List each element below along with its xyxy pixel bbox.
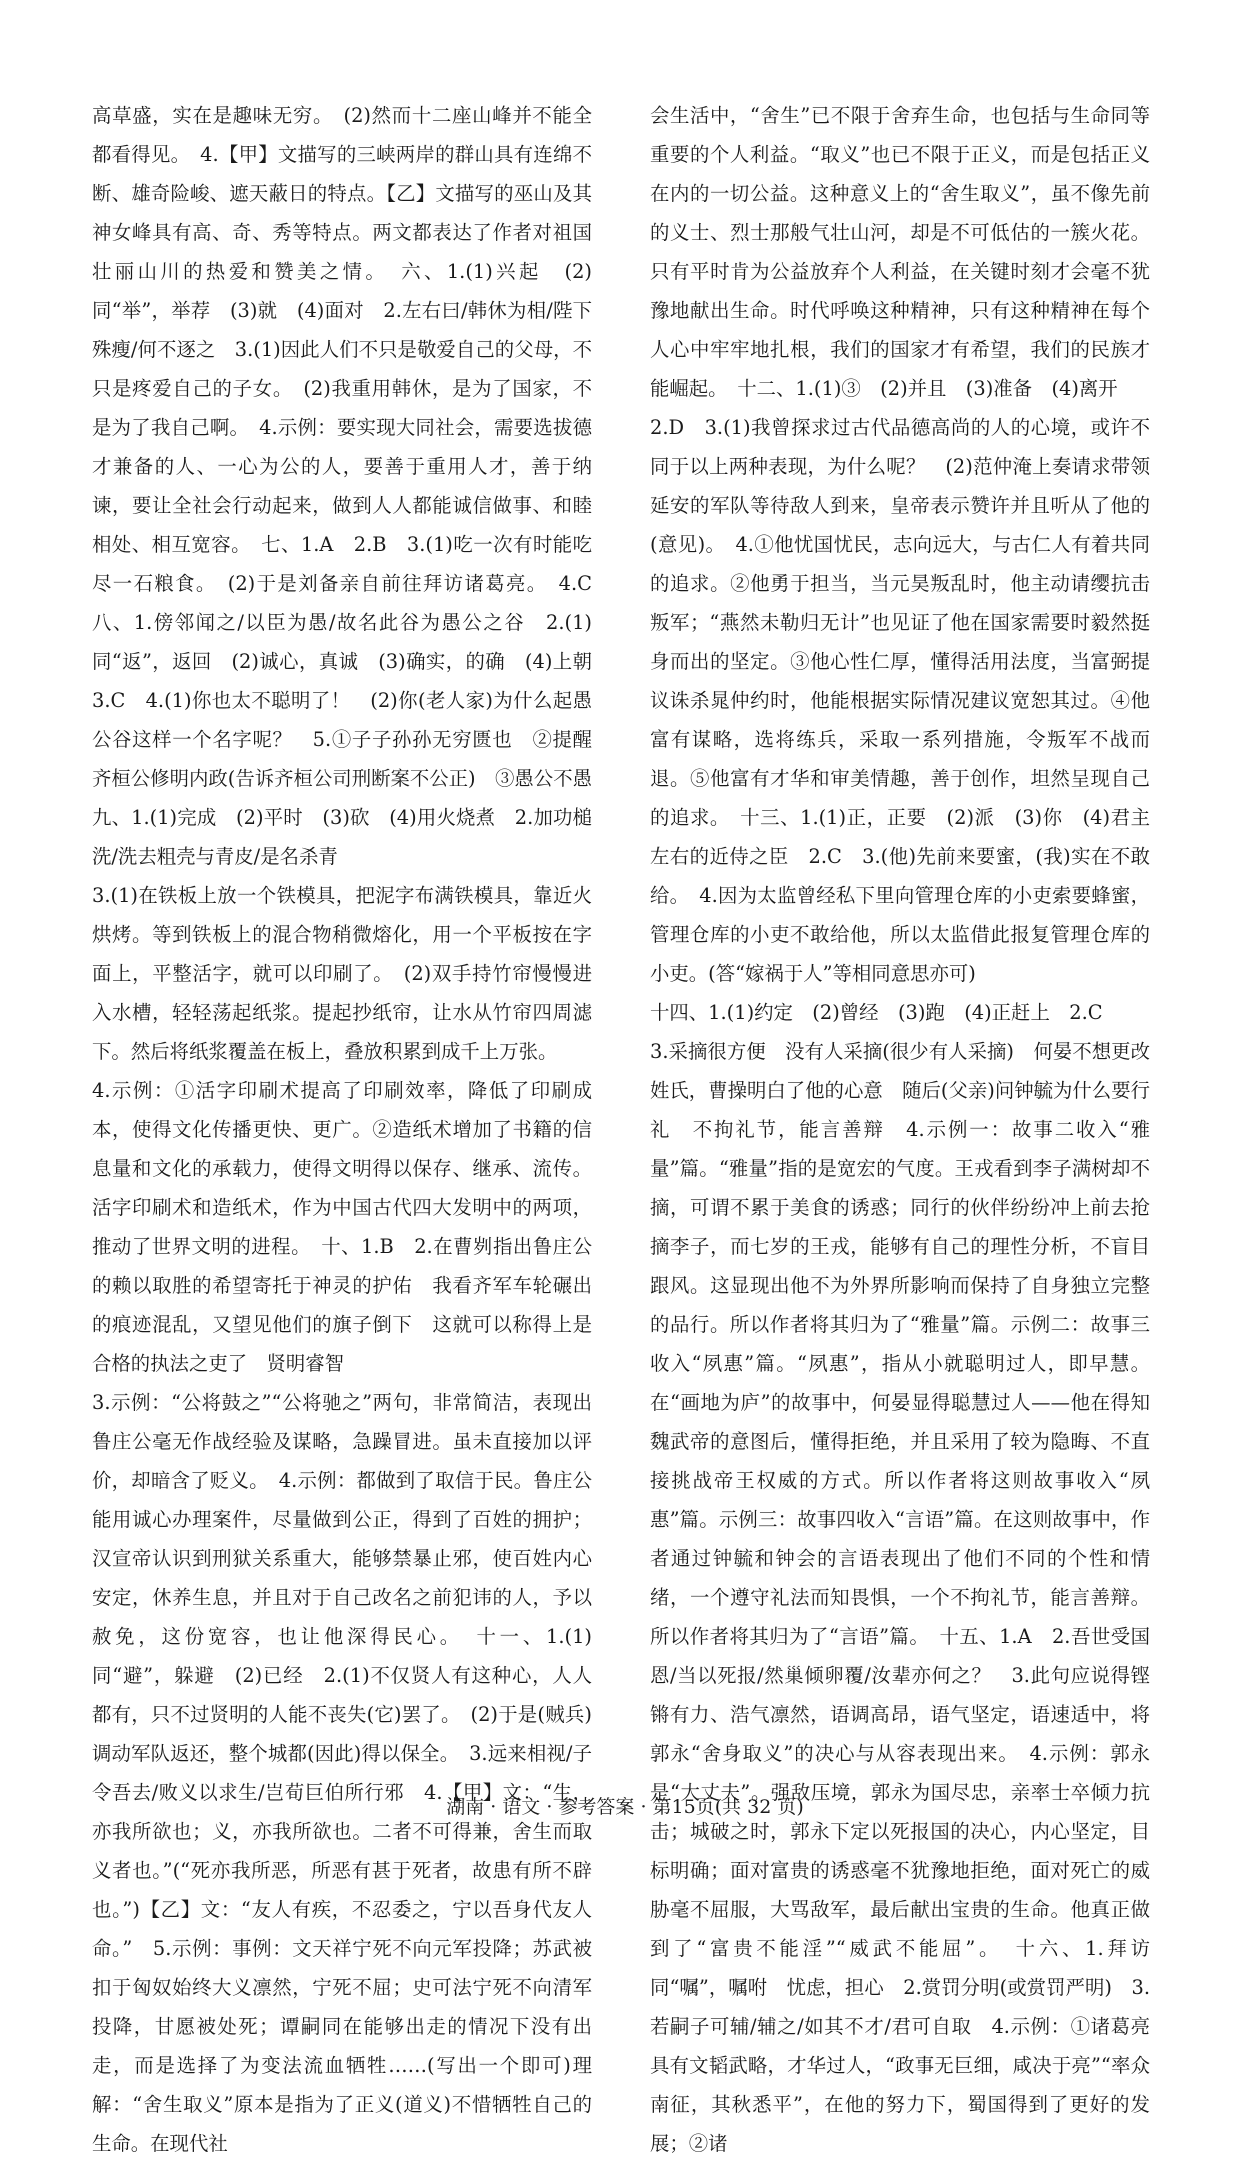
paragraph: 3.示例：“公将鼓之”“公将驰之”两句，非常简洁，表现出鲁庄公毫无作战经验及谋略，急躁冒进。虽未直接加以评价，却暗含了贬义。 4.示例：都做到了取信于民。鲁庄公能用诚心办理案件，尽量做到公正，得到了百姓的拥护；汉宣帝认识到刑狱关系重大，能够禁暴止邪，使百姓内心安定，休养生息，并且对于自己改名之前犯讳的人，予以赦免，这份宽容，也让他深得民心。 十一、1.(1)同“避”，躲避 (2)已经 2.(1)不仅贤人有这种心，人人都有，只不过贤明的人能不丧失(它)罢了。 (2)于是(贼兵)调动军队返还，整个城都(因此)得以保全。 3.远来相视/子令吾去/败义以求生/岂荀巨伯所行邪 4.【甲】文：“生，亦我所欲也；义，亦我所欲也。二者不可得兼，舍生而取义者也。”(“死亦我所恶，所恶有甚于死者，故患有所不辟也。”)【乙】文：“友人有疾，不忍委之，宁以吾身代友人命。” 5.示例：事例：文天祥宁死不向元军投降；苏武被扣于匈奴始终大义凛然，宁死不屈；史可法宁死不向清军投降，甘愿被处死；谭嗣同在能够出走的情况下没有出走，而是选择了为变法流血牺牲……(写出一个即可)理解：“舍生取义”原本是指为了正义(道义)不惜牺牲自己的生命。在现代社 [92,1391,592,2155]
paragraph: 3.(1)在铁板上放一个铁模具，把泥字布满铁模具，靠近火烘烤。等到铁板上的混合物稍微熔化，用一个平板按在字面上，平整活字，就可以印刷了。 (2)双手持竹帘慢慢进入水槽，轻轻荡起纸浆。提起抄纸帘，让水从竹帘四周滤下。然后将纸浆覆盖在板上，叠放积累到成千上万张。 [92,884,592,1063]
paragraph: 会生活中，“舍生”已不限于舍弃生命，也包括与生命同等重要的个人利益。“取义”也已不限于正义，而是包括正义在内的一切公益。这种意义上的“舍生取义”，虽不像先前的义士、烈士那般气壮山河，却是不可低估的一簇火花。只有平时肯为公益放弃个人利益，在关键时刻才会毫不犹豫地献出生命。时代呼唤这种精神，只有这种精神在每个人心中牢牢地扎根，我们的国家才有希望，我们的民族才能崛起。 十二、1.(1)③ (2)并且 (3)准备 (4)离开 [650,104,1150,400]
paragraph: 3.采摘很方便 没有人采摘(很少有人采摘) 何晏不想更改姓氏，曹操明白了他的心意 随后(父亲)问钟毓为什么要行礼 不拘礼节，能言善辩 4.示例一：故事二收入“雅量”篇。“雅量”指的是宽宏的气度。王戎看到李子满树却不摘，可谓不累于美食的诱惑；同行的伙伴纷纷冲上前去抢摘李子，而七岁的王戎，能够有自己的理性分析，不盲目跟风。这显现出他不为外界所影响而保持了自身独立完整的品行。所以作者将其归为了“雅量”篇。示例二：故事三收入“夙惠”篇。“夙惠”，指从小就聪明过人，即早慧。在“画地为庐”的故事中，何晏显得聪慧过人——他在得知魏武帝的意图后，懂得拒绝，并且采用了较为隐晦、不直接挑战帝王权威的方式。所以作者将这则故事收入“夙惠”篇。示例三：故事四收入“言语”篇。在这则故事中，作者通过钟毓和钟会的言语表现出了他们不同的个性和情绪，一个遵守礼法而知畏惧，一个不拘礼节，能言善辩。所以作者将其归为了“言语”篇。 十五、1.A 2.吾世受国恩/当以死报/然巢倾卵覆/汝辈亦何之？ 3.此句应说得铿锵有力、浩气凛然，语调高昂，语气坚定，语速适中，将郭永“舍身取义”的决心与从容表现出来。 4.示例：郭永是“大丈夫”。强敌压境，郭永为国尽忠，亲率士卒倾力抗击；城破之时，郭永下定以死报国的决心，内心坚定，目标明确；面对富贵的诱惑毫不犹豫地拒绝，面对死亡的威胁毫不屈服，大骂敌军，最后献出宝贵的生命。他真正做到了“富贵不能淫”“威武不能屈”。 十六、1.拜访 同“嘱”，嘱咐 忧虑，担心 2.赏罚分明(或赏罚严明) 3.若嗣子可辅/辅之/如其不才/君可自取 4.示例：①诸葛亮具有文韬武略，才华过人，“政事无巨细，咸决于亮”“率众南征，其秋悉平”，在他的努力下，蜀国得到了更好的发展；②诸 [650,1040,1170,2155]
left-column [92,96,612,2163]
paragraph: 2.D 3.(1)我曾探求过古代品德高尚的人的心境，或许不同于以上两种表现，为什么呢？ (2)范仲淹上奏请求带领延安的军队等待敌人到来，皇帝表示赞许并且听从了他的(意见)。 4.①他忧国忧民，志向远大，与古仁人有着共同的追求。②他勇于担当，当元昊叛乱时，他主动请缨抗击叛军；“燕然未勒归无计”也见证了他在国家需要时毅然挺身而出的坚定。③他心性仁厚，懂得活用法度，当富弼提议诛杀晁仲约时，他能根据实际情况建议宽恕其过。④他富有谋略，选将练兵，采取一系列措施，令叛军不战而退。⑤他富有才华和审美情趣，善于创作，坦然呈现自己的追求。 十三、1.(1)正，正要 (2)派 (3)你 (4)君主左右的近侍之臣 2.C 3.(他)先前来要蜜，(我)实在不敢给。 4.因为太监曾经私下里向管理仓库的小吏索要蜂蜜，管理仓库的小吏不敢给他，所以太监借此报复管理仓库的小吏。(答“嫁祸于人”等相同意思亦可) [650,416,1150,985]
paragraph: 高草盛，实在是趣味无穷。 (2)然而十二座山峰并不能全都看得见。 4.【甲】文描写的三峡两岸的群山具有连绵不断、雄奇险峻、遮天蔽日的特点。【乙】文描写的巫山及其神女峰具有高、奇、秀等特点。两文都表达了作者对祖国壮丽山川的热爱和赞美之情。 六、1.(1)兴起 (2)同“举”，举荐 (3)就 (4)面对 2.左右曰/韩休为相/陛下殊瘦/何不逐之 3.(1)因此人们不只是敬爱自己的父母，不只是疼爱自己的子女。 (2)我重用韩休，是为了国家，不是为了我自己啊。 4.示例：要实现大同社会，需要选拔德才兼备的人、一心为公的人，要善于重用人才，善于纳谏，要让全社会行动起来，做到人人都能诚信做事、和睦相处、相互宽容。 七、1.A 2.B 3.(1)吃一次有时能吃尽一石粮食。 (2)于是刘备亲自前往拜访诸葛亮。 4.C 八、1.傍邻闻之/以臣为愚/故名此谷为愚公之谷 2.(1)同“返”，返回 (2)诚心，真诚 (3)确实，的确 (4)上朝 3.C 4.(1)你也太不聪明了！ (2)你(老人家)为什么起愚公谷这样一个名字呢？ 5.①子子孙孙无穷匮也 ②提醒齐桓公修明内政(告诉齐桓公司刑断案不公正) ③愚公不愚 九、1.(1)完成 (2)平时 (3)砍 (4)用火烧煮 2.加功槌洗/洗去粗壳与青皮/是名杀青 [92,104,612,868]
page-footer: 湖南 · 语文 · 参考答案 · 第15页(共 32 页) [446,1796,804,1818]
paragraph: 4.示例：①活字印刷术提高了印刷效率，降低了印刷成本，使得文化传播更快、更广。②造纸术增加了书籍的信息量和文化的承载力，使得文明得以保存、继承、流传。活字印刷术和造纸术，作为中国古代四大发明中的两项，推动了世界文明的进程。 十、1.B 2.在曹刿指出鲁庄公的赖以取胜的希望寄托于神灵的护佑 我看齐军车轮碾出的痕迹混乱，又望见他们的旗子倒下 这就可以称得上是合格的执法之吏了 贤明睿智 [92,1079,592,1375]
right-column [650,96,1170,2163]
paragraph: 十四、1.(1)约定 (2)曾经 (3)跑 (4)正赶上 2.C [650,1001,1103,1024]
